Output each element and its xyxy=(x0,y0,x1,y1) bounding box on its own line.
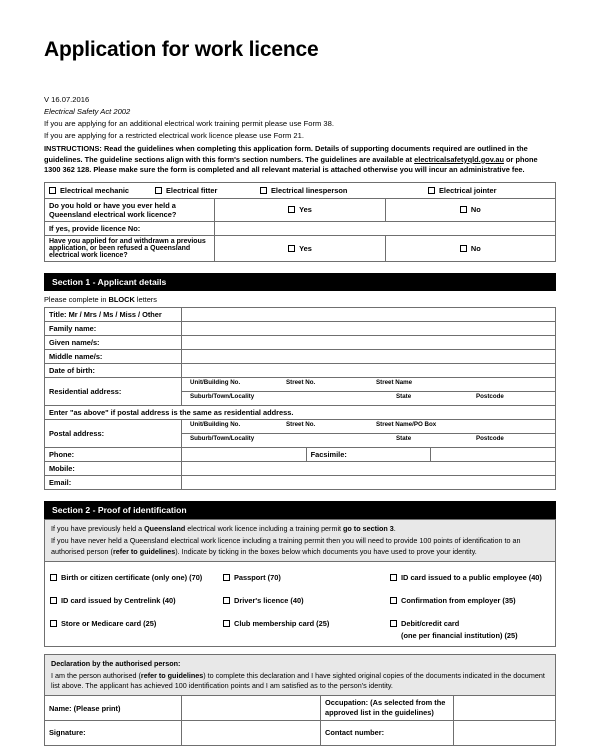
note-l1-c: electrical work licence including a training permit xyxy=(185,523,344,533)
form38-note: If you are applying for an additional electrical work training permit please use Form 38. xyxy=(44,119,334,129)
table-row xyxy=(45,363,556,377)
document-meta xyxy=(44,94,556,175)
checkbox-icon[interactable] xyxy=(288,245,295,252)
refused-licence-no[interactable] xyxy=(385,235,555,261)
suburb-label: Suburb/Town/Locality xyxy=(190,392,255,400)
note-l2-a: If you have never held a Queensland electrical work licence including a training permit then you will need to provide 100 points of identification to an authorised person ( xyxy=(51,536,521,556)
section2-note-line1 xyxy=(51,524,549,534)
licence-number-row xyxy=(45,221,556,235)
trade-label: Electrical mechanic xyxy=(60,185,130,195)
checkbox-icon[interactable] xyxy=(155,187,162,194)
block-note-suffix: letters xyxy=(134,294,157,304)
no-label: No xyxy=(470,243,481,253)
id-sublabel: (one per financial institution) (25) xyxy=(401,631,518,641)
unit-building-label: Unit/Building No. xyxy=(190,420,241,428)
postcode-label: Postcode xyxy=(476,434,504,442)
postal-address-row xyxy=(45,419,556,433)
postcode-label: Postcode xyxy=(476,392,504,400)
applicant-details-table xyxy=(44,307,556,490)
refused-licence-question-row xyxy=(45,235,556,261)
trade-option-electrical-mechanic[interactable] xyxy=(49,186,155,195)
checkbox-icon[interactable] xyxy=(50,620,57,627)
declaration-occupation-label xyxy=(321,696,454,720)
postal-address-line2[interactable] xyxy=(182,433,556,447)
table-row xyxy=(45,349,556,363)
checkbox-icon[interactable] xyxy=(460,245,467,252)
street-no-label: Street No. xyxy=(286,420,316,428)
date-of-birth-input[interactable] xyxy=(182,363,556,377)
trade-option-electrical-jointer[interactable] xyxy=(428,186,551,195)
id-label: Birth or citizen certificate (only one) (70) xyxy=(61,573,203,583)
email-row xyxy=(45,475,556,489)
declaration-occupation-input[interactable] xyxy=(454,696,556,720)
id-label: ID card issued to a public employee (40) xyxy=(401,573,542,583)
id-documents-checklist xyxy=(44,561,556,647)
declaration-name-label: Name: (Please print) xyxy=(45,696,182,720)
date-of-birth-label: Date of birth: xyxy=(45,363,182,377)
refused-licence-yes[interactable] xyxy=(215,235,385,261)
note-l1-e: . xyxy=(393,523,396,533)
residential-address-line2[interactable] xyxy=(182,391,556,405)
checkbox-icon[interactable] xyxy=(288,206,295,213)
phone-label: Phone: xyxy=(45,447,182,461)
yes-label: Yes xyxy=(299,205,312,215)
section2-note xyxy=(44,519,556,561)
given-names-input[interactable] xyxy=(182,335,556,349)
block-note-prefix: Please complete in xyxy=(44,294,109,304)
held-licence-question-row xyxy=(45,198,556,221)
id-option-passport[interactable] xyxy=(223,567,390,585)
checkbox-icon[interactable] xyxy=(223,574,230,581)
no-label: No xyxy=(470,205,481,215)
refused-licence-question: Have you applied for and withdrawn a previous application, or been refused a Queensland electrical work licence? xyxy=(45,235,215,261)
id-label: Passport (70) xyxy=(234,573,281,583)
declaration-signature-input[interactable] xyxy=(182,720,321,745)
id-label: Store or Medicare card (25) xyxy=(61,619,157,629)
form21-note: If you are applying for a restricted electrical work licence please use Form 21. xyxy=(44,130,304,140)
id-option-drivers-licence[interactable] xyxy=(223,590,390,608)
id-option-store-medicare-card[interactable] xyxy=(50,613,223,640)
block-letters-note xyxy=(44,295,556,304)
phone-input[interactable] xyxy=(182,447,307,461)
street-no-label: Street No. xyxy=(286,378,316,386)
checkbox-icon[interactable] xyxy=(390,574,397,581)
declaration-signature-row xyxy=(45,720,556,745)
occupation-label-line1: Occupation: (As selected from the xyxy=(325,698,446,708)
section2-heading: Section 2 - Proof of identification xyxy=(44,501,556,519)
id-label: Driver's licence (40) xyxy=(234,596,304,606)
trade-checkbox-row xyxy=(45,182,556,198)
checkbox-icon[interactable] xyxy=(50,597,57,604)
note-l2-refer-guidelines: refer to guidelines xyxy=(112,546,176,556)
version-text: V 16.07.2016 xyxy=(44,95,90,104)
residential-address-row xyxy=(45,377,556,391)
declaration-body-a: I am the person authorised ( xyxy=(51,670,141,680)
guidelines-link[interactable]: electricalsafetyqld.gov.au xyxy=(414,154,504,164)
checkbox-icon[interactable] xyxy=(49,187,56,194)
checkbox-icon[interactable] xyxy=(223,620,230,627)
declaration-name-row xyxy=(45,696,556,720)
note-l1-queensland: Queensland xyxy=(144,523,186,533)
block-note-strong: BLOCK xyxy=(108,294,135,304)
id-option-centrelink-card[interactable] xyxy=(50,590,223,608)
section2-note-line2 xyxy=(51,536,549,557)
residential-address-line1[interactable] xyxy=(182,377,556,391)
facsimile-input[interactable] xyxy=(431,447,556,461)
table-row xyxy=(45,321,556,335)
facsimile-label: Facsimile: xyxy=(306,447,431,461)
as-above-note: Enter "as above" if postal address is the same as residential address. xyxy=(45,405,556,419)
family-name-input[interactable] xyxy=(182,321,556,335)
state-label: State xyxy=(396,392,412,400)
mobile-label: Mobile: xyxy=(45,461,182,475)
table-row xyxy=(45,307,556,321)
family-name-label: Family name: xyxy=(45,321,182,335)
licence-number-label: If yes, provide licence No: xyxy=(45,221,215,235)
checkbox-icon[interactable] xyxy=(428,187,435,194)
declaration-heading: Declaration by the authorised person: xyxy=(51,659,181,669)
id-label: ID card issued by Centrelink (40) xyxy=(61,596,176,606)
street-name-po-box-label: Street Name/PO Box xyxy=(376,420,437,428)
declaration-table xyxy=(44,695,556,745)
checkbox-icon[interactable] xyxy=(223,597,230,604)
email-input[interactable] xyxy=(182,475,556,489)
trade-label: Electrical jointer xyxy=(439,185,497,195)
declaration-note xyxy=(44,654,556,695)
id-option-public-employee-card[interactable] xyxy=(390,567,550,585)
licence-details-table xyxy=(44,182,556,262)
mobile-row xyxy=(45,461,556,475)
note-l1-goto-section3: go to section 3 xyxy=(343,523,394,533)
table-row xyxy=(45,335,556,349)
id-row xyxy=(50,613,550,640)
middle-names-input[interactable] xyxy=(182,349,556,363)
street-name-label: Street Name xyxy=(376,378,413,386)
note-l2-c: ). Indicate by ticking in the boxes below which documents you have used to prove your identity. xyxy=(175,546,477,556)
title-label: Title: Mr / Mrs / Ms / Miss / Other xyxy=(45,307,182,321)
id-row xyxy=(50,590,550,608)
declaration-body-c: ) to complete this declaration and I have sighted original copies of the documents indicated in the document list above. The applicant has achieved 100 identification points and I am satisfied as to the person's identity. xyxy=(51,670,545,691)
id-label: Club membership card (25) xyxy=(234,619,330,629)
id-label: Confirmation from employer (35) xyxy=(401,596,516,606)
instructions-part1: INSTRUCTIONS: Read the guidelines when completing this application form. Details of supporting documents required are outlined in the guidelines. The guideline sections align with this form's section numbers. The guidelines are available at xyxy=(44,144,528,164)
declaration-body xyxy=(51,671,549,692)
checkbox-icon[interactable] xyxy=(50,574,57,581)
instructions-part2: or phone 1300 362 128. Please make sure the form is completed and all relevant material is attached otherwise you will incur an administrative fee. xyxy=(44,154,538,174)
state-label: State xyxy=(396,434,412,442)
checkbox-icon[interactable] xyxy=(390,620,397,627)
phone-row xyxy=(45,447,556,461)
trade-label: Electrical fitter xyxy=(166,185,218,195)
held-licence-question: Do you hold or have you ever held a Queensland electrical work licence? xyxy=(45,198,215,221)
id-option-employer-confirmation[interactable] xyxy=(390,590,550,608)
held-licence-no[interactable] xyxy=(385,198,555,221)
residential-address-label: Residential address: xyxy=(45,377,182,405)
email-label: Email: xyxy=(45,475,182,489)
instructions-text xyxy=(44,144,556,175)
note-l1-a: If you have previously held a xyxy=(51,523,145,533)
occupation-label-line2: approved list in the guidelines) xyxy=(325,708,434,718)
trade-label: Electrical linesperson xyxy=(271,185,348,195)
trade-option-electrical-fitter[interactable] xyxy=(155,186,260,195)
mobile-input[interactable] xyxy=(182,461,556,475)
declaration-signature-label: Signature: xyxy=(45,720,182,745)
id-label: Debit/credit card xyxy=(401,619,460,629)
declaration-contact-input[interactable] xyxy=(454,720,556,745)
held-licence-yes[interactable] xyxy=(215,198,385,221)
act-name: Electrical Safety Act 2002 xyxy=(44,106,131,116)
checkbox-icon[interactable] xyxy=(390,597,397,604)
given-names-label: Given name/s: xyxy=(45,335,182,349)
declaration-name-input[interactable] xyxy=(182,696,321,720)
id-option-debit-credit-card[interactable] xyxy=(390,613,550,640)
declaration-contact-label: Contact number: xyxy=(321,720,454,745)
as-above-note-row xyxy=(45,405,556,419)
yes-label: Yes xyxy=(299,243,312,253)
suburb-label: Suburb/Town/Locality xyxy=(190,434,255,442)
section1-heading: Section 1 - Applicant details xyxy=(44,273,556,291)
title-input[interactable] xyxy=(182,307,556,321)
unit-building-label: Unit/Building No. xyxy=(190,378,241,386)
middle-names-label: Middle name/s: xyxy=(45,349,182,363)
postal-address-line1[interactable] xyxy=(182,419,556,433)
checkbox-icon[interactable] xyxy=(260,187,267,194)
trade-option-electrical-linesperson[interactable] xyxy=(260,186,428,195)
id-option-birth-certificate[interactable] xyxy=(50,567,223,585)
checkbox-icon[interactable] xyxy=(460,206,467,213)
page-title: Application for work licence xyxy=(44,38,319,61)
declaration-refer-guidelines: refer to guidelines xyxy=(140,670,204,680)
id-option-club-membership-card[interactable] xyxy=(223,613,390,640)
postal-address-label: Postal address: xyxy=(45,419,182,447)
id-row xyxy=(50,567,550,585)
licence-number-input[interactable] xyxy=(215,221,556,235)
